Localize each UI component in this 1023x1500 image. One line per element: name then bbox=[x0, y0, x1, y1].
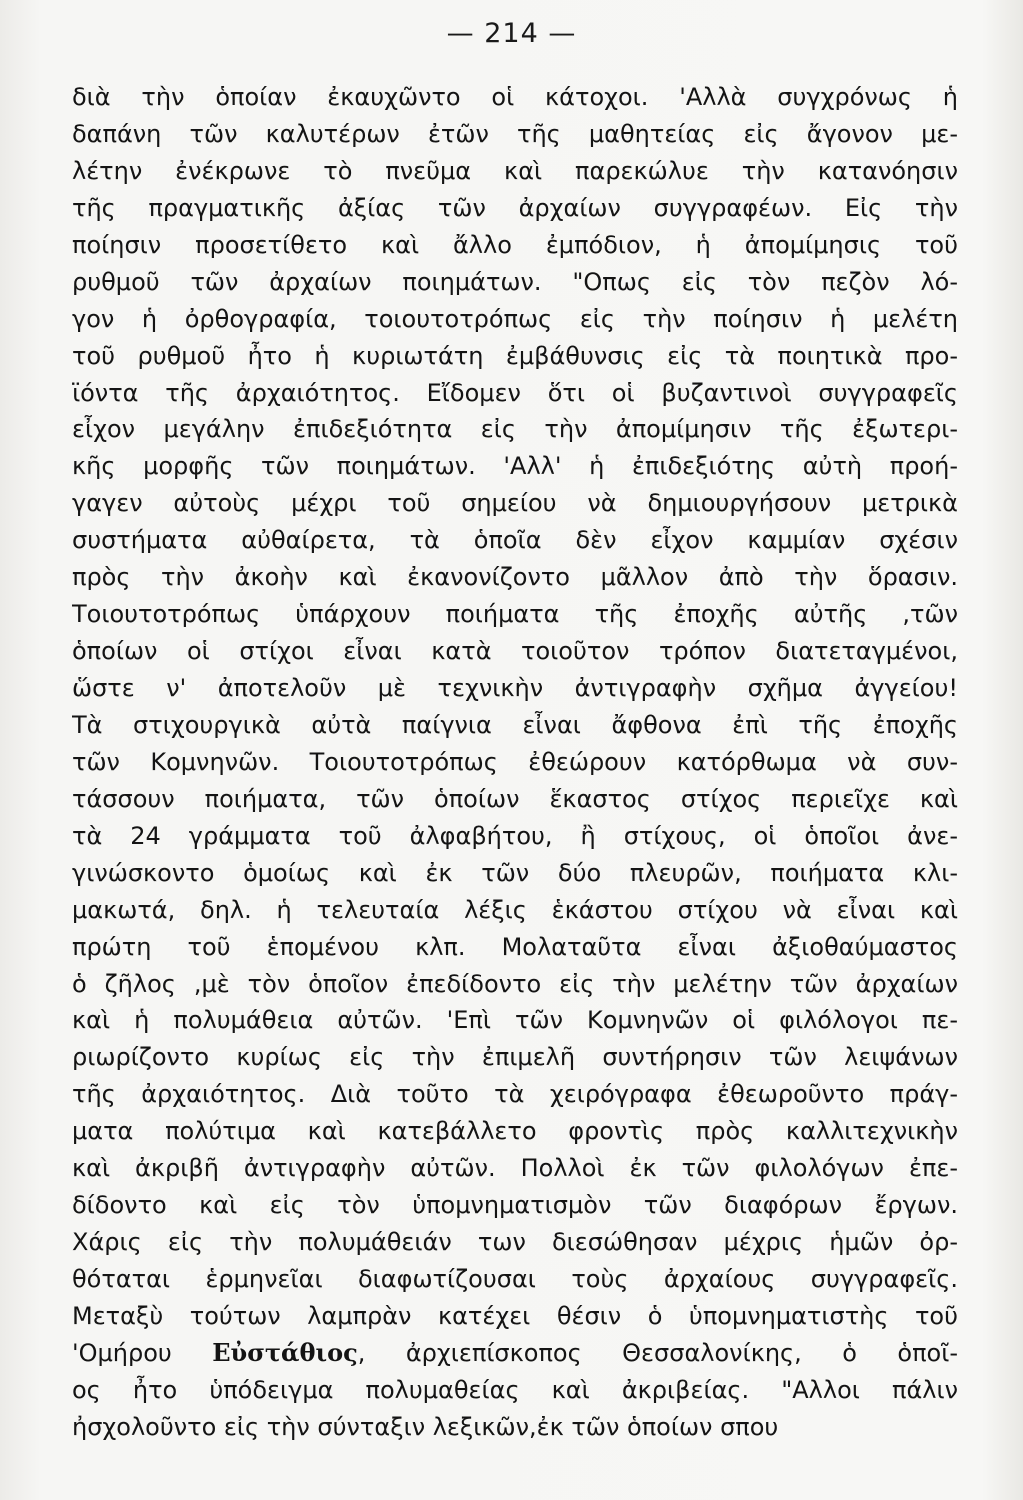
text-line: τοῦ ρυθμοῦ ἦτο ἡ κυριωτάτη ἐμβάθυνσις εἰς τὰ ποιητικὰ προ- bbox=[72, 341, 958, 370]
text-line: λέτην ἐνέκρωνε τὸ πνεῦμα καὶ παρεκώλυε τὴν κατανόησιν bbox=[72, 156, 958, 185]
text-line: Μεταξὺ τούτων λαμπρὰν κατέχει θέσιν ὁ ὑπομνηματιστὴς τοῦ bbox=[72, 1301, 958, 1330]
text-line: ριωρίζοντο κυρίως εἰς τὴν ἐπιμελῆ συντήρησιν τῶν λειψάνων bbox=[72, 1043, 958, 1072]
text-line: τῶν Κομνηνῶν. Τοιουτοτρόπως ἐθεώρουν κατόρθωμα νὰ συν- bbox=[72, 747, 958, 776]
text-line: θόταται ἑρμηνεῖαι διαφωτίζουσαι τοὺς ἀρχαίους συγγραφεῖς. bbox=[72, 1265, 958, 1293]
text-line: διὰ τὴν ὁποίαν ἐκαυχῶντο οἱ κάτοχοι. 'Αλλὰ συγχρόνως ἡ bbox=[72, 83, 958, 111]
body-text bbox=[72, 79, 958, 1446]
text-segment: 'Ομήρου bbox=[72, 1338, 213, 1367]
text-line: ϊόντα τῆς ἀρχαιότητος. Εἴδομεν ὅτι οἱ βυζαντινοὶ συγγραφεῖς bbox=[72, 378, 958, 407]
text-line: δαπάνη τῶν καλυτέρων ἐτῶν τῆς μαθητείας εἰς ἄγονον με- bbox=[72, 119, 958, 148]
text-line: εἶχον μεγάλην ἐπιδεξιότητα εἰς τὴν ἀπομίμησιν τῆς ἐξωτερι- bbox=[72, 415, 958, 444]
text-line: πρώτη τοῦ ἑπομένου κλπ. Μολαταῦτα εἶναι ἀξιοθαύμαστος bbox=[72, 932, 958, 961]
text-line: πρὸς τὴν ἀκοὴν καὶ ἐκανονίζοντο μᾶλλον ἀπὸ τὴν ὅρασιν. bbox=[72, 563, 958, 592]
page-number: — 214 — bbox=[446, 18, 577, 49]
text-line: συστήματα αὐθαίρετα, τὰ ὁποῖα δὲν εἶχον καμμίαν σχέσιν bbox=[72, 526, 958, 555]
text-line: τῆς πραγματικῆς ἀξίας τῶν ἀρχαίων συγγραφέων. Εἰς τὴν bbox=[72, 193, 958, 222]
text-line: τῆς ἀρχαιότητος. Διὰ τοῦτο τὰ χειρόγραφα ἐθεωροῦντο πράγ- bbox=[72, 1080, 958, 1109]
text-line: γινώσκοντο ὁμοίως καὶ ἐκ τῶν δύο πλευρῶν, ποιήματα κλι- bbox=[72, 858, 958, 887]
text-line: καὶ ἀκριβῆ ἀντιγραφὴν αὐτῶν. Πολλοὶ ἐκ τῶν φιλολόγων ἐπε- bbox=[72, 1154, 958, 1183]
bold-name-eustathios: Εὐστάθιος bbox=[212, 1337, 358, 1367]
text-line: Χάρις εἰς τὴν πολυμάθειάν των διεσώθησαν μέχρις ἡμῶν ὀρ- bbox=[72, 1228, 958, 1257]
text-line: Τὰ στιχουργικὰ αὐτὰ παίγνια εἶναι ἄφθονα ἐπὶ τῆς ἐποχῆς bbox=[72, 710, 958, 739]
text-line: ος ἦτο ὑπόδειγμα πολυμαθείας καὶ ἀκριβείας. "Αλλοι πάλιν bbox=[72, 1375, 958, 1404]
text-line: μακωτά, δηλ. ἡ τελευταία λέξις ἑκάστου στίχου νὰ εἶναι καὶ bbox=[72, 895, 958, 924]
text-line: καὶ ἡ πολυμάθεια αὐτῶν. 'Επὶ τῶν Κομνηνῶν οἱ φιλόλογοι πε- bbox=[72, 1006, 958, 1035]
text-segment: , ἀρχιεπίσκοπος Θεσσαλονίκης, ὁ ὁποῖ- bbox=[357, 1338, 958, 1367]
text-line: δίδοντο καὶ εἰς τὸν ὑπομνηματισμὸν τῶν διαφόρων ἔργων. bbox=[72, 1191, 958, 1220]
text-line: ποίησιν προσετίθετο καὶ ἄλλο ἐμπόδιον, ἡ ἀπομίμησις τοῦ bbox=[72, 230, 958, 259]
text-line-eustathios bbox=[72, 1335, 958, 1372]
text-line: ὥστε ν' ἀποτελοῦν μὲ τεχνικὴν ἀντιγραφὴν σχῆμα ἀγγείου! bbox=[72, 674, 958, 702]
text-line: ρυθμοῦ τῶν ἀρχαίων ποιημάτων. "Οπως εἰς τὸν πεζὸν λό- bbox=[72, 267, 958, 296]
text-line-last: ἠσχολοῦντο εἰς τὴν σύνταξιν λεξικῶν,ἐκ τῶν ὁποίων σπου bbox=[72, 1412, 779, 1441]
text-line: ὁποίων οἱ στίχοι εἶναι κατὰ τοιοῦτον τρόπον διατεταγμένοι, bbox=[72, 637, 958, 666]
text-line: ματα πολύτιμα καὶ κατεβάλλετο φροντὶς πρὸς καλλιτεχνικὴν bbox=[72, 1117, 958, 1146]
text-line: τὰ 24 γράμματα τοῦ ἀλφαβήτου, ἢ στίχους, οἱ ὁποῖοι ἀνε- bbox=[72, 821, 958, 850]
text-line: κῆς μορφῆς τῶν ποιημάτων. 'Αλλ' ἡ ἐπιδεξιότης αὐτὴ προή- bbox=[72, 452, 958, 481]
text-line: Τοιουτοτρόπως ὑπάρχουν ποιήματα τῆς ἐποχῆς αὐτῆς ,τῶν bbox=[72, 600, 958, 629]
text-line: γον ἡ ὀρθογραφία, τοιουτοτρόπως εἰς τὴν ποίησιν ἡ μελέτη bbox=[72, 304, 958, 333]
text-line: τάσσουν ποιήματα, τῶν ὁποίων ἕκαστος στίχος περιεῖχε καὶ bbox=[72, 784, 958, 813]
text-line: ὁ ζῆλος ,μὲ τὸν ὁποῖον ἐπεδίδοντο εἰς τὴν μελέτην τῶν ἀρχαίων bbox=[72, 969, 958, 998]
text-line: γαγεν αὐτοὺς μέχρι τοῦ σημείου νὰ δημιουργήσουν μετρικὰ bbox=[72, 489, 958, 518]
